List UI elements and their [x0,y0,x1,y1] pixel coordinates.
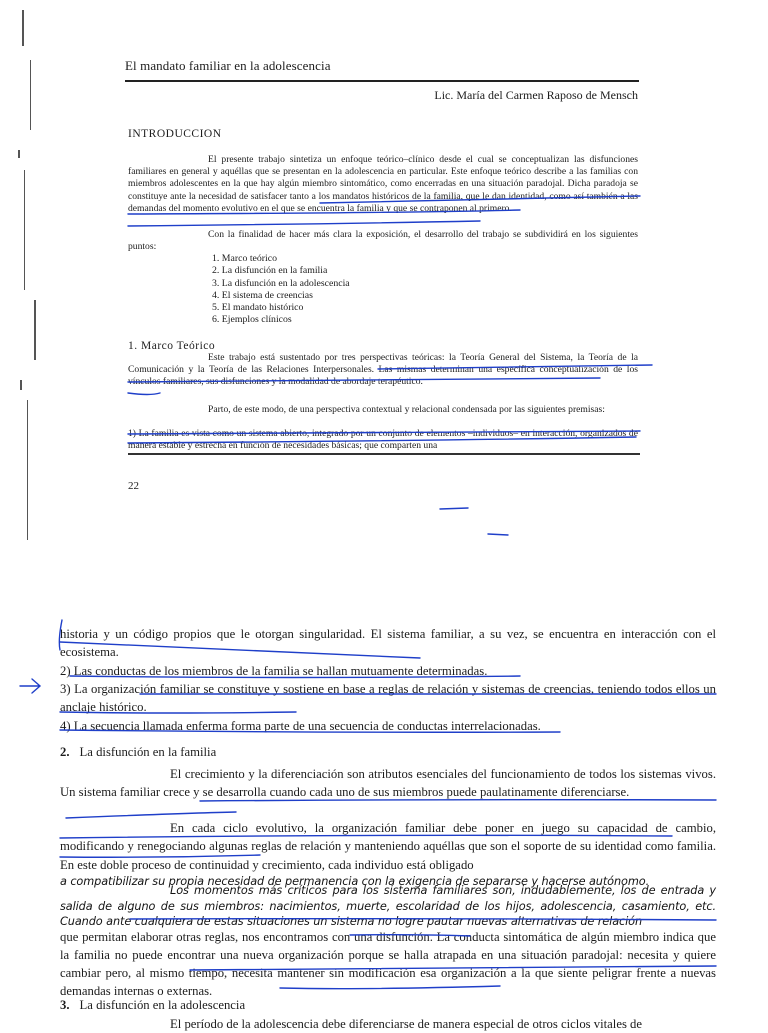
list-item: 4. El sistema de creencias [212,289,313,301]
section-number: 2. [60,745,70,759]
intro-heading: INTRODUCCION [128,128,222,140]
familia-paragraph-1: El crecimiento y la diferenciación son atributos esenciales del funcionamiento de todos los sistemas vivos. Un sistema familiar crece y se desarrolla cuando cada uno de sus miembros puede paulatinamente diferenciarse. [60,767,716,800]
header-rule [125,80,639,82]
premise-3: 3) La organización familiar se constituye y sostiene en base a reglas de relación y sistemas de creencias, teniendo todos ellos un anclaje histórico. [60,682,716,715]
section-number: 3. [60,998,70,1012]
footer-rule [128,453,640,455]
outline-list [212,253,350,327]
section-2-heading [60,745,216,760]
marco-heading: 1. Marco Teórico [128,340,216,352]
handwritten-line-1: a compatibilizar su propia necesidad de permanencia con la exigencia de separarse y hacerse autónomo. [60,875,650,888]
marco-paragraph-2: Parto, de este modo, de una perspectiva contextual y relacional condensada por las siguientes premisas: [208,404,605,415]
adolescencia-first-line: El período de la adolescencia debe diferenciarse de manera especial de otros ciclos vitales de [170,1017,643,1031]
handwritten-line-2: Los momentos más críticos para los sistema familiares son, indudablemente, los de entrada y salida de alguno de sus miembros: nacimientos, muerte, escolaridad de los hijos, adolescencia, casamiento, etc. Cuando ante cualquiera de estas situaciones un sistema no logre pautar nuevas alternativas de relación [60,884,716,928]
list-item: 5. El mandato histórico [212,302,304,314]
page-23 [0,600,768,1031]
author-name: Lic. María del Carmen Raposo de Mensch [434,88,638,102]
familia-paragraph-3: que permitan elaborar otras reglas, nos encontramos con una disfunción. La conducta sintomática de algún miembro indica que la familia no puede encontrar una nueva organización porque se halla atrapada en una situación paradojal: necesita y quiere cambiar pero, al mismo tiempo, necesita mantener sin modificación esa organización a la que siente peligrar frente a nuevas demandas internas o externas. [60,930,716,998]
section-title: La disfunción en la familia [79,745,217,759]
page-number: 22 [128,480,139,492]
list-item: 2. La disfunción en la familia [212,265,328,277]
list-item: 6. Ejemplos clínicos [212,314,292,326]
section-3-heading [60,998,245,1013]
premise-1-continuation: historia y un código propios que le otorgan singularidad. El sistema familiar, a su vez, se encuentra en interacción con el ecosistema. [60,627,716,660]
section-title: La disfunción en la adolescencia [79,998,246,1012]
premise-2: 2) Las conductas de los miembros de la familia se hallan mutuamente determinadas. [60,664,488,678]
list-item: 1. Marco teórico [212,253,278,264]
familia-paragraph-2: En cada ciclo evolutivo, la organización familiar debe poner en juego su capacidad de cambio, modificando y renegociando algunas reglas de relación y manteniendo aquéllas que son el soporte de su identidad como familia. En este doble proceso de continuidad y crecimiento, cada individuo está obligado [60,821,716,872]
marco-paragraph-1: Este trabajo está sustentado por tres perspectivas teóricas: la Teoría General del Sistema, la Teoría de la Comunicación y la Teoría de las Relaciones Interpersonales. Las mismas determinan una específica conceptualización de los vínculos familiares, sus disfunciones y la modalidad de abordaje terapéutico. [128,352,638,388]
premise-4: 4) La secuencia llamada enferma forma parte de una secuencia de conductas interrelacionadas. [60,719,541,733]
intro-paragraph-2: Con la finalidad de hacer más clara la exposición, el desarrollo del trabajo se subdividirá en los siguientes puntos: [128,229,638,253]
running-title: El mandato familiar en la adolescencia [125,58,331,73]
premise-1: 1) La familia es vista como un sistema abierto, integrado por un conjunto de elementos –individuos– en interacción, organizados de manera estable y estrecha en función de necesidades básicas; que comparten una [128,428,638,452]
list-item: 3. La disfunción en la adolescencia [212,277,350,289]
intro-paragraph-1: El presente trabajo sintetiza un enfoque teórico–clínico desde el cual se conceptualizan las disfunciones familiares en general y aquéllas que se presentan en la adolescencia en particular. Este enfoque teórico describe a las familias con miembros adolescentes en la que hay algún miembro sintomático, como encerradas en una situación paradojal. Dicha paradoja se constituye ante la necesidad de satisfacer tanto a los mandatos históricos de la familia, que le dan identidad, como así también a las demandas del momento evolutivo en el que se encuentra la familia y que se contraponen al primero. [128,154,638,214]
